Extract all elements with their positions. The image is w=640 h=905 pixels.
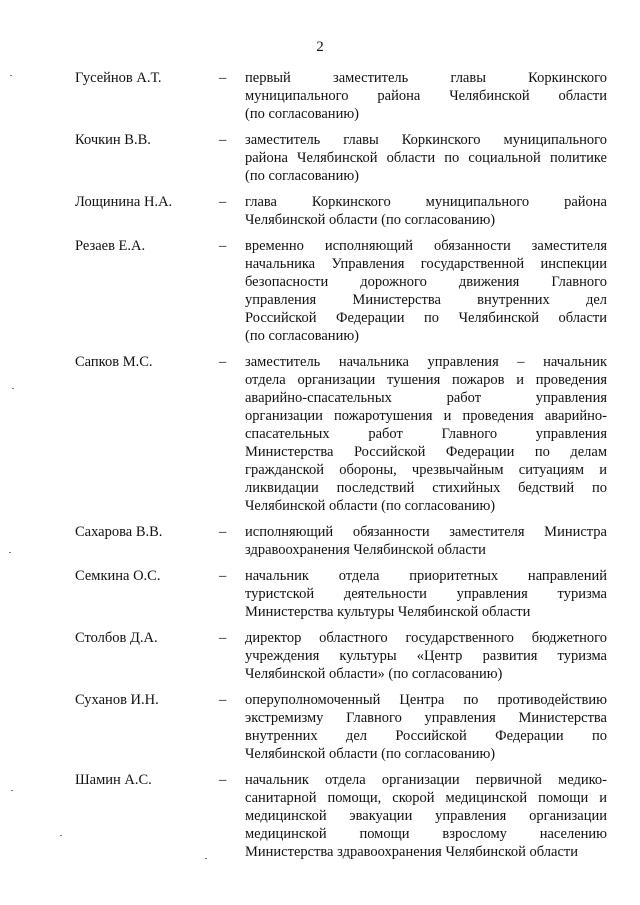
commission-member-list [75,69,607,861]
member-row [75,567,607,621]
member-role-line: района Челябинской области по социальной политике [245,150,607,166]
member-name: Семкина О.С. [75,568,161,584]
member-role-line: (по согласованию) [245,168,359,184]
member-role-line: экстремизму Главного управления Министерства [245,710,607,726]
member-role [245,237,607,345]
member-role-line: спасательных работ Главного управления [245,426,607,442]
member-dash: – [219,70,227,86]
member-role-line: Челябинской области (по согласованию) [245,212,496,228]
member-role-line: оперуполномоченный Центра по противодействию [245,692,607,708]
member-role [245,567,607,621]
member-row [75,771,607,861]
member-name: Суханов И.Н. [75,692,159,708]
scan-speck [12,388,14,389]
member-role-line: внутренних дел Российской Федерации по [245,728,607,744]
member-role-line: Челябинской области (по согласованию) [245,498,496,514]
scan-speck [9,552,11,553]
member-role-line: исполняющий обязанности заместителя Министра [245,524,607,540]
member-role [245,691,607,763]
member-role-line: медицинской помощи взрослому населению [245,826,607,842]
scan-speck [60,835,62,836]
member-role-line: отдела организации тушения пожаров и проведения [245,372,607,388]
member-role-line: директор областного государственного бюджетного [245,630,607,646]
member-role-line: муниципального района Челябинской области [245,88,607,104]
member-role-line: гражданской обороны, чрезвычайным ситуациям и [245,462,607,478]
member-name: Сахарова В.В. [75,524,163,540]
page-number: 2 [316,39,324,55]
member-dash: – [219,194,227,210]
member-dash: – [219,772,227,788]
member-role-line: заместитель главы Коркинского муниципального [245,132,607,148]
member-role-line: аварийно-спасательных работ управления [245,390,607,406]
member-row [75,193,607,229]
member-role-line: учреждения культуры «Центр развития туризма [245,648,607,664]
member-name: Шамин А.С. [75,772,152,788]
member-role-line: временно исполняющий обязанности заместителя [245,238,607,254]
member-role [245,771,607,861]
member-dash: – [219,238,227,254]
scan-speck [205,858,207,859]
member-role-line: (по согласованию) [245,106,359,122]
member-role-line: (по согласованию) [245,328,359,344]
member-name: Столбов Д.А. [75,630,158,646]
member-dash: – [219,524,227,540]
member-role [245,353,607,515]
member-role-line: Министерства здравоохранения Челябинской области [245,844,578,860]
member-role-line: санитарной помощи, скорой медицинской помощи и [245,790,607,806]
member-name: Кочкин В.В. [75,132,151,148]
member-role-line: туристской деятельности управления туризма [245,586,607,602]
member-role [245,193,607,229]
member-row [75,131,607,185]
member-dash: – [219,692,227,708]
member-dash: – [219,354,227,370]
member-role [245,69,607,123]
member-name: Сапков М.С. [75,354,153,370]
member-role-line: Министерства культуры Челябинской области [245,604,531,620]
member-role-line: медицинской эвакуации управления организации [245,808,607,824]
member-role-line: заместитель начальника управления – начальник [245,354,607,370]
member-role-line: ликвидации последствий стихийных бедствий по [245,480,607,496]
member-name: Гусейнов А.Т. [75,70,162,86]
member-role-line: организации пожаротушения и проведения аварийно- [245,408,607,424]
member-role [245,131,607,185]
member-role [245,629,607,683]
member-row [75,237,607,345]
member-dash: – [219,132,227,148]
member-row [75,691,607,763]
member-dash: – [219,630,227,646]
member-role-line: Российской Федерации по Челябинской области [245,310,607,326]
member-role-line: глава Коркинского муниципального района [245,194,607,210]
member-dash: – [219,568,227,584]
member-role-line: Министерства Российской Федерации по делам [245,444,607,460]
member-role-line: Челябинской области (по согласованию) [245,746,496,762]
member-row [75,69,607,123]
member-name: Резаев Е.А. [75,238,146,254]
member-role [245,523,607,559]
member-role-line: безопасности дорожного движения Главного [245,274,607,290]
member-role-line: начальник отдела приоритетных направлений [245,568,607,584]
member-role-line: первый заместитель главы Коркинского [245,70,607,86]
member-row [75,629,607,683]
member-role-line: здравоохранения Челябинской области [245,542,486,558]
member-row [75,523,607,559]
member-name: Лощинина Н.А. [75,194,173,210]
member-role-line: начальник отдела организации первичной медико- [245,772,607,788]
scan-speck [11,790,13,791]
scan-speck [10,75,12,76]
member-role-line: начальника Управления государственной инспекции [245,256,607,272]
member-row [75,353,607,515]
member-role-line: управления Министерства внутренних дел [245,292,607,308]
member-role-line: Челябинской области» (по согласованию) [245,666,503,682]
